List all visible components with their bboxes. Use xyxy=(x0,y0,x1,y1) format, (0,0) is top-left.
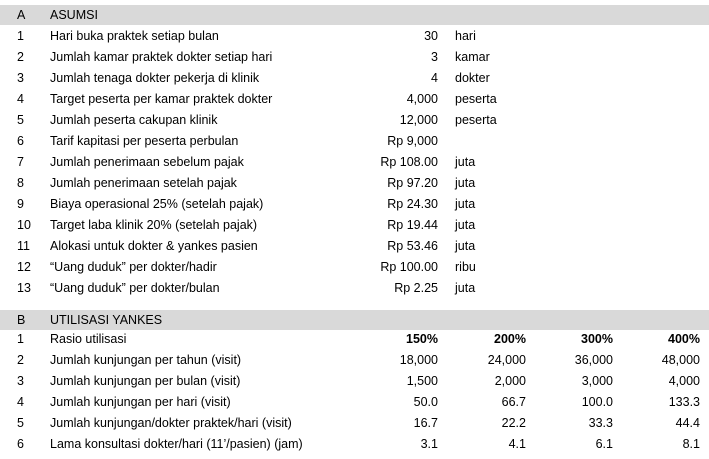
row-label: Hari buka praktek setiap bulan xyxy=(50,29,219,43)
value-300: 36,000 xyxy=(574,353,613,367)
value-300: 100.0 xyxy=(581,395,613,409)
row-value: 4,000 xyxy=(406,92,438,106)
table-row xyxy=(0,215,709,235)
section-b-header xyxy=(0,310,709,330)
row-unit: hari xyxy=(455,29,476,43)
value-300: 3,000 xyxy=(581,374,613,388)
row-number: 2 xyxy=(17,353,24,367)
row-number: 11 xyxy=(17,239,30,253)
row-number: 3 xyxy=(17,374,24,388)
row-number: 6 xyxy=(17,437,24,451)
row-label: “Uang duduk” per dokter/hadir xyxy=(50,260,217,274)
section-title: UTILISASI YANKES xyxy=(50,313,163,327)
row-label: Biaya operasional 25% (setelah pajak) xyxy=(50,197,264,211)
row-unit: ribu xyxy=(455,260,476,274)
row-number: 10 xyxy=(17,218,31,232)
value-300: 33.3 xyxy=(588,416,613,430)
value-400: 44.4 xyxy=(675,416,700,430)
table-row xyxy=(0,350,709,370)
row-label: Lama konsultasi dokter/hari (11’/pasien) (jam) xyxy=(50,437,303,451)
value-150: 1,500 xyxy=(406,374,438,388)
value-200: 22.2 xyxy=(501,416,526,430)
ratio-150: 150% xyxy=(406,332,438,346)
table-row xyxy=(0,47,709,67)
row-unit: kamar xyxy=(455,50,490,64)
value-400: 8.1 xyxy=(682,437,700,451)
row-value: Rp 19.44 xyxy=(387,218,438,232)
value-300: 6.1 xyxy=(595,437,613,451)
table-row xyxy=(0,89,709,109)
ratio-200: 200% xyxy=(494,332,526,346)
row-number: 3 xyxy=(17,71,24,85)
table-row xyxy=(0,236,709,256)
row-number: 5 xyxy=(17,113,24,127)
row-number: 5 xyxy=(17,416,24,430)
row-label: Jumlah penerimaan setelah pajak xyxy=(50,176,237,190)
value-150: 18,000 xyxy=(399,353,438,367)
row-unit: juta xyxy=(455,239,476,253)
row-label: Jumlah penerimaan sebelum pajak xyxy=(50,155,244,169)
table-row xyxy=(0,131,709,151)
value-150: 3.1 xyxy=(420,437,438,451)
row-number: 4 xyxy=(17,395,24,409)
row-value: Rp 53.46 xyxy=(387,239,438,253)
row-label: Rasio utilisasi xyxy=(50,332,127,346)
row-number: 9 xyxy=(17,197,24,211)
row-value: Rp 24.30 xyxy=(387,197,438,211)
row-number: 2 xyxy=(17,50,24,64)
row-label: Jumlah kamar praktek dokter setiap hari xyxy=(50,50,273,64)
table-row xyxy=(0,26,709,46)
value-200: 2,000 xyxy=(494,374,526,388)
table-row xyxy=(0,68,709,88)
row-unit xyxy=(455,131,535,151)
section-title: ASUMSI xyxy=(50,8,98,22)
row-label: Jumlah peserta cakupan klinik xyxy=(50,113,218,127)
value-400: 133.3 xyxy=(668,395,700,409)
value-150: 16.7 xyxy=(413,416,438,430)
row-value: 30 xyxy=(424,29,438,43)
row-number: 12 xyxy=(17,260,31,274)
row-label: Jumlah kunjungan per tahun (visit) xyxy=(50,353,242,367)
table-row xyxy=(0,392,709,412)
row-number: 1 xyxy=(17,29,24,43)
ratio-400: 400% xyxy=(668,332,700,346)
row-label: Tarif kapitasi per peserta perbulan xyxy=(50,134,239,148)
row-label: Jumlah tenaga dokter pekerja di klinik xyxy=(50,71,260,85)
section-a-header xyxy=(0,5,709,25)
value-200: 66.7 xyxy=(501,395,526,409)
row-value: Rp 97.20 xyxy=(387,176,438,190)
row-label: Jumlah kunjungan per bulan (visit) xyxy=(50,374,241,388)
row-unit: juta xyxy=(455,197,476,211)
row-value: Rp 2.25 xyxy=(394,281,438,295)
table-row xyxy=(0,110,709,130)
value-200: 4.1 xyxy=(508,437,526,451)
row-value: 3 xyxy=(431,50,438,64)
row-label: Alokasi untuk dokter & yankes pasien xyxy=(50,239,258,253)
row-unit: juta xyxy=(455,218,476,232)
row-label: Target laba klinik 20% (setelah pajak) xyxy=(50,218,258,232)
row-unit: juta xyxy=(455,155,476,169)
table-row xyxy=(0,194,709,214)
row-unit: juta xyxy=(455,281,476,295)
row-unit: peserta xyxy=(455,113,497,127)
value-400: 48,000 xyxy=(661,353,700,367)
table-row xyxy=(0,257,709,277)
table-row xyxy=(0,329,709,349)
table-row xyxy=(0,371,709,391)
value-200: 24,000 xyxy=(487,353,526,367)
table-row xyxy=(0,278,709,298)
row-label: Target peserta per kamar praktek dokter xyxy=(50,92,273,106)
row-value: 12,000 xyxy=(399,113,438,127)
row-value: 4 xyxy=(431,71,438,85)
table-row xyxy=(0,173,709,193)
row-number: 8 xyxy=(17,176,24,190)
section-letter: B xyxy=(17,313,26,327)
table-row xyxy=(0,434,709,454)
section-letter: A xyxy=(17,8,26,22)
row-unit: peserta xyxy=(455,92,497,106)
row-label: Jumlah kunjungan per hari (visit) xyxy=(50,395,231,409)
row-unit: juta xyxy=(455,176,476,190)
row-number: 6 xyxy=(17,134,24,148)
row-value: Rp 108.00 xyxy=(380,155,438,169)
row-number: 13 xyxy=(17,281,31,295)
row-value: Rp 9,000 xyxy=(387,134,438,148)
row-label: “Uang duduk” per dokter/bulan xyxy=(50,281,220,295)
table-row xyxy=(0,152,709,172)
row-label: Jumlah kunjungan/dokter praktek/hari (visit) xyxy=(50,416,292,430)
row-value: Rp 100.00 xyxy=(380,260,438,274)
value-150: 50.0 xyxy=(413,395,438,409)
value-400: 4,000 xyxy=(668,374,700,388)
table-row xyxy=(0,413,709,433)
row-number: 7 xyxy=(17,155,24,169)
row-unit: dokter xyxy=(455,71,490,85)
row-number: 1 xyxy=(17,332,24,346)
row-number: 4 xyxy=(17,92,24,106)
ratio-300: 300% xyxy=(581,332,613,346)
